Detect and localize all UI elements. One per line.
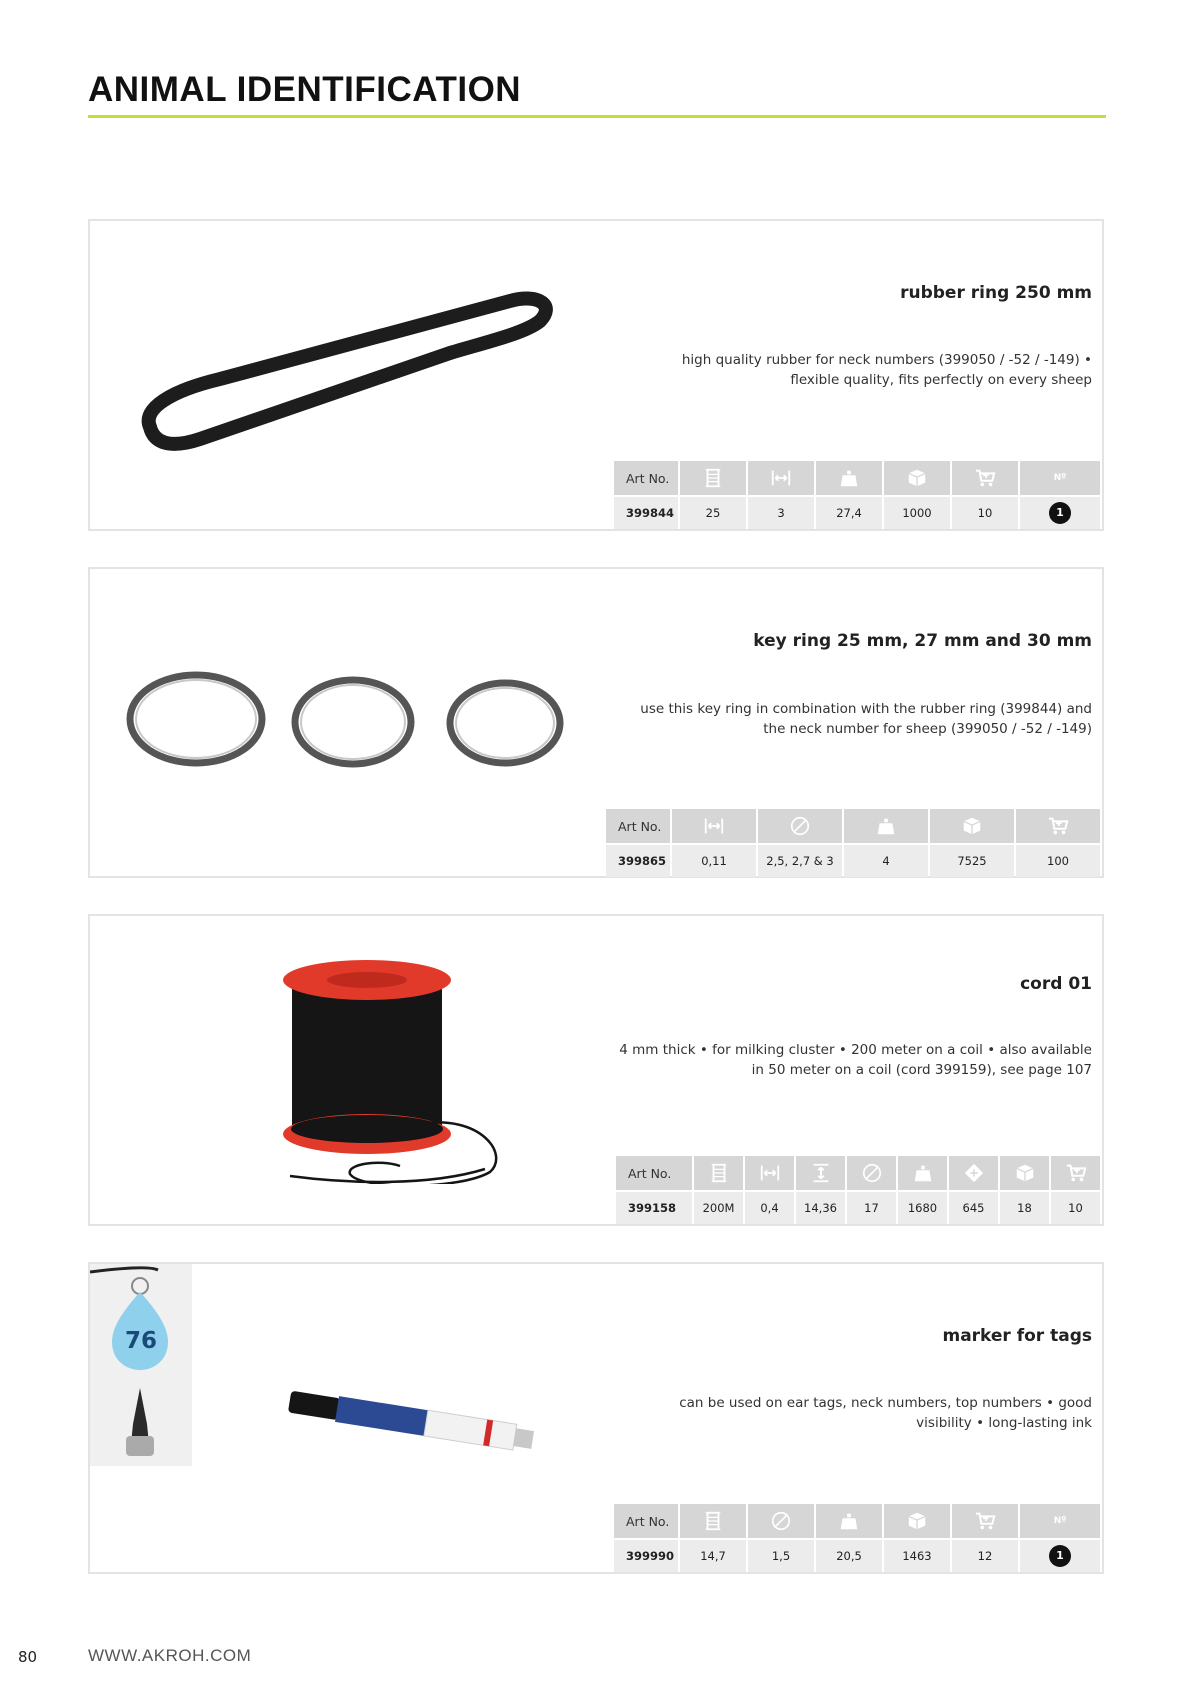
spec-value: 1000 [884,497,950,529]
number-badge-cell [1020,497,1100,529]
spec-value: 14,36 [796,1192,845,1224]
spec-value: 4 [844,845,928,877]
cart-icon [1051,1156,1100,1190]
number-icon: Nº [1020,461,1100,495]
product-card-rubber-ring [88,219,1104,531]
weight-icon [844,809,928,843]
diameter-icon [847,1156,896,1190]
package-height-icon [694,1156,743,1190]
spec-value: 2,5, 2,7 & 3 [758,845,842,877]
width-icon [672,809,756,843]
spec-value: 100 [1016,845,1100,877]
product-card-marker [88,1262,1104,1574]
spec-value: 1463 [884,1540,950,1572]
spec-value: 0,4 [745,1192,794,1224]
rubber-ring-image [130,261,590,501]
spec-value: 10 [952,497,1018,529]
weight-icon [816,461,882,495]
spec-value: 7525 [930,845,1014,877]
product-description [572,350,1092,390]
key-rings-image [120,669,580,789]
spec-value: 20,5 [816,1540,882,1572]
spec-value: 18 [1000,1192,1049,1224]
cart-icon [952,1504,1018,1538]
box-icon [930,809,1014,843]
diameter-icon [748,1504,814,1538]
pallet-icon [949,1156,998,1190]
spec-value: 10 [1051,1192,1100,1224]
box-icon [884,1504,950,1538]
title-rule [88,115,1106,118]
ear-tag-image [90,1264,192,1466]
page-title: ANIMAL IDENTIFICATION [88,70,522,109]
art-no-label: Art No. [614,461,678,495]
description-line: can be used on ear tags, neck numbers, top numbers • good [679,1395,1092,1411]
weight-icon [898,1156,947,1190]
website-link[interactable]: WWW.AKROH.COM [88,1646,252,1665]
spec-value: 27,4 [816,497,882,529]
product-title: rubber ring 250 mm [900,283,1092,303]
diameter-icon [758,809,842,843]
description-line: the neck number for sheep (399050 / -52 / -149) [763,721,1092,737]
spec-value: 0,11 [672,845,756,877]
page-number: 80 [18,1648,38,1666]
description-line: high quality rubber for neck numbers (399050 / -52 / -149) • [681,352,1092,368]
spec-table [604,809,1102,877]
art-no-label: Art No. [606,809,670,843]
height-icon [796,1156,845,1190]
product-description [572,1393,1092,1433]
number-icon: Nº [1020,1504,1100,1538]
tag-number: 76 [124,1328,157,1354]
art-number: 399990 [614,1540,678,1572]
spec-value: 645 [949,1192,998,1224]
spec-value: 14,7 [680,1540,746,1572]
product-title: key ring 25 mm, 27 mm and 30 mm [753,631,1092,651]
product-title: marker for tags [942,1326,1092,1346]
width-icon [748,461,814,495]
spec-table [612,1504,1102,1572]
marker-pen-image [275,1384,575,1474]
art-no-label: Art No. [616,1156,692,1190]
description-line: flexible quality, fits perfectly on every sheep [790,372,1092,388]
product-description [572,1040,1092,1080]
tag-thumbnail [90,1264,192,1466]
description-line: in 50 meter on a coil (cord 399159), see page 107 [751,1062,1092,1078]
spec-table [612,461,1102,529]
cord-spool-image [270,954,530,1184]
weight-icon [816,1504,882,1538]
product-title: cord 01 [1020,974,1092,994]
cart-icon [1016,809,1100,843]
product-description [572,699,1092,739]
width-icon [745,1156,794,1190]
number-badge: 1 [1049,1545,1071,1567]
spec-value: 3 [748,497,814,529]
spec-value: 25 [680,497,746,529]
art-number: 399865 [606,845,670,877]
product-card-key-ring [88,567,1104,878]
spec-value: 17 [847,1192,896,1224]
number-badge: 1 [1049,502,1071,524]
cart-icon [952,461,1018,495]
box-icon [884,461,950,495]
product-card-cord [88,914,1104,1226]
package-height-icon [680,1504,746,1538]
art-no-label: Art No. [614,1504,678,1538]
spec-value: 12 [952,1540,1018,1572]
description-line: 4 mm thick • for milking cluster • 200 meter on a coil • also available [619,1042,1092,1058]
description-line: visibility • long-lasting ink [916,1415,1092,1431]
spec-value: 200M [694,1192,743,1224]
spec-table [614,1156,1102,1224]
art-number: 399844 [614,497,678,529]
description-line: use this key ring in combination with the rubber ring (399844) and [640,701,1092,717]
spec-value: 1,5 [748,1540,814,1572]
number-badge-cell [1020,1540,1100,1572]
art-number: 399158 [616,1192,692,1224]
spec-value: 1680 [898,1192,947,1224]
box-icon [1000,1156,1049,1190]
package-height-icon [680,461,746,495]
